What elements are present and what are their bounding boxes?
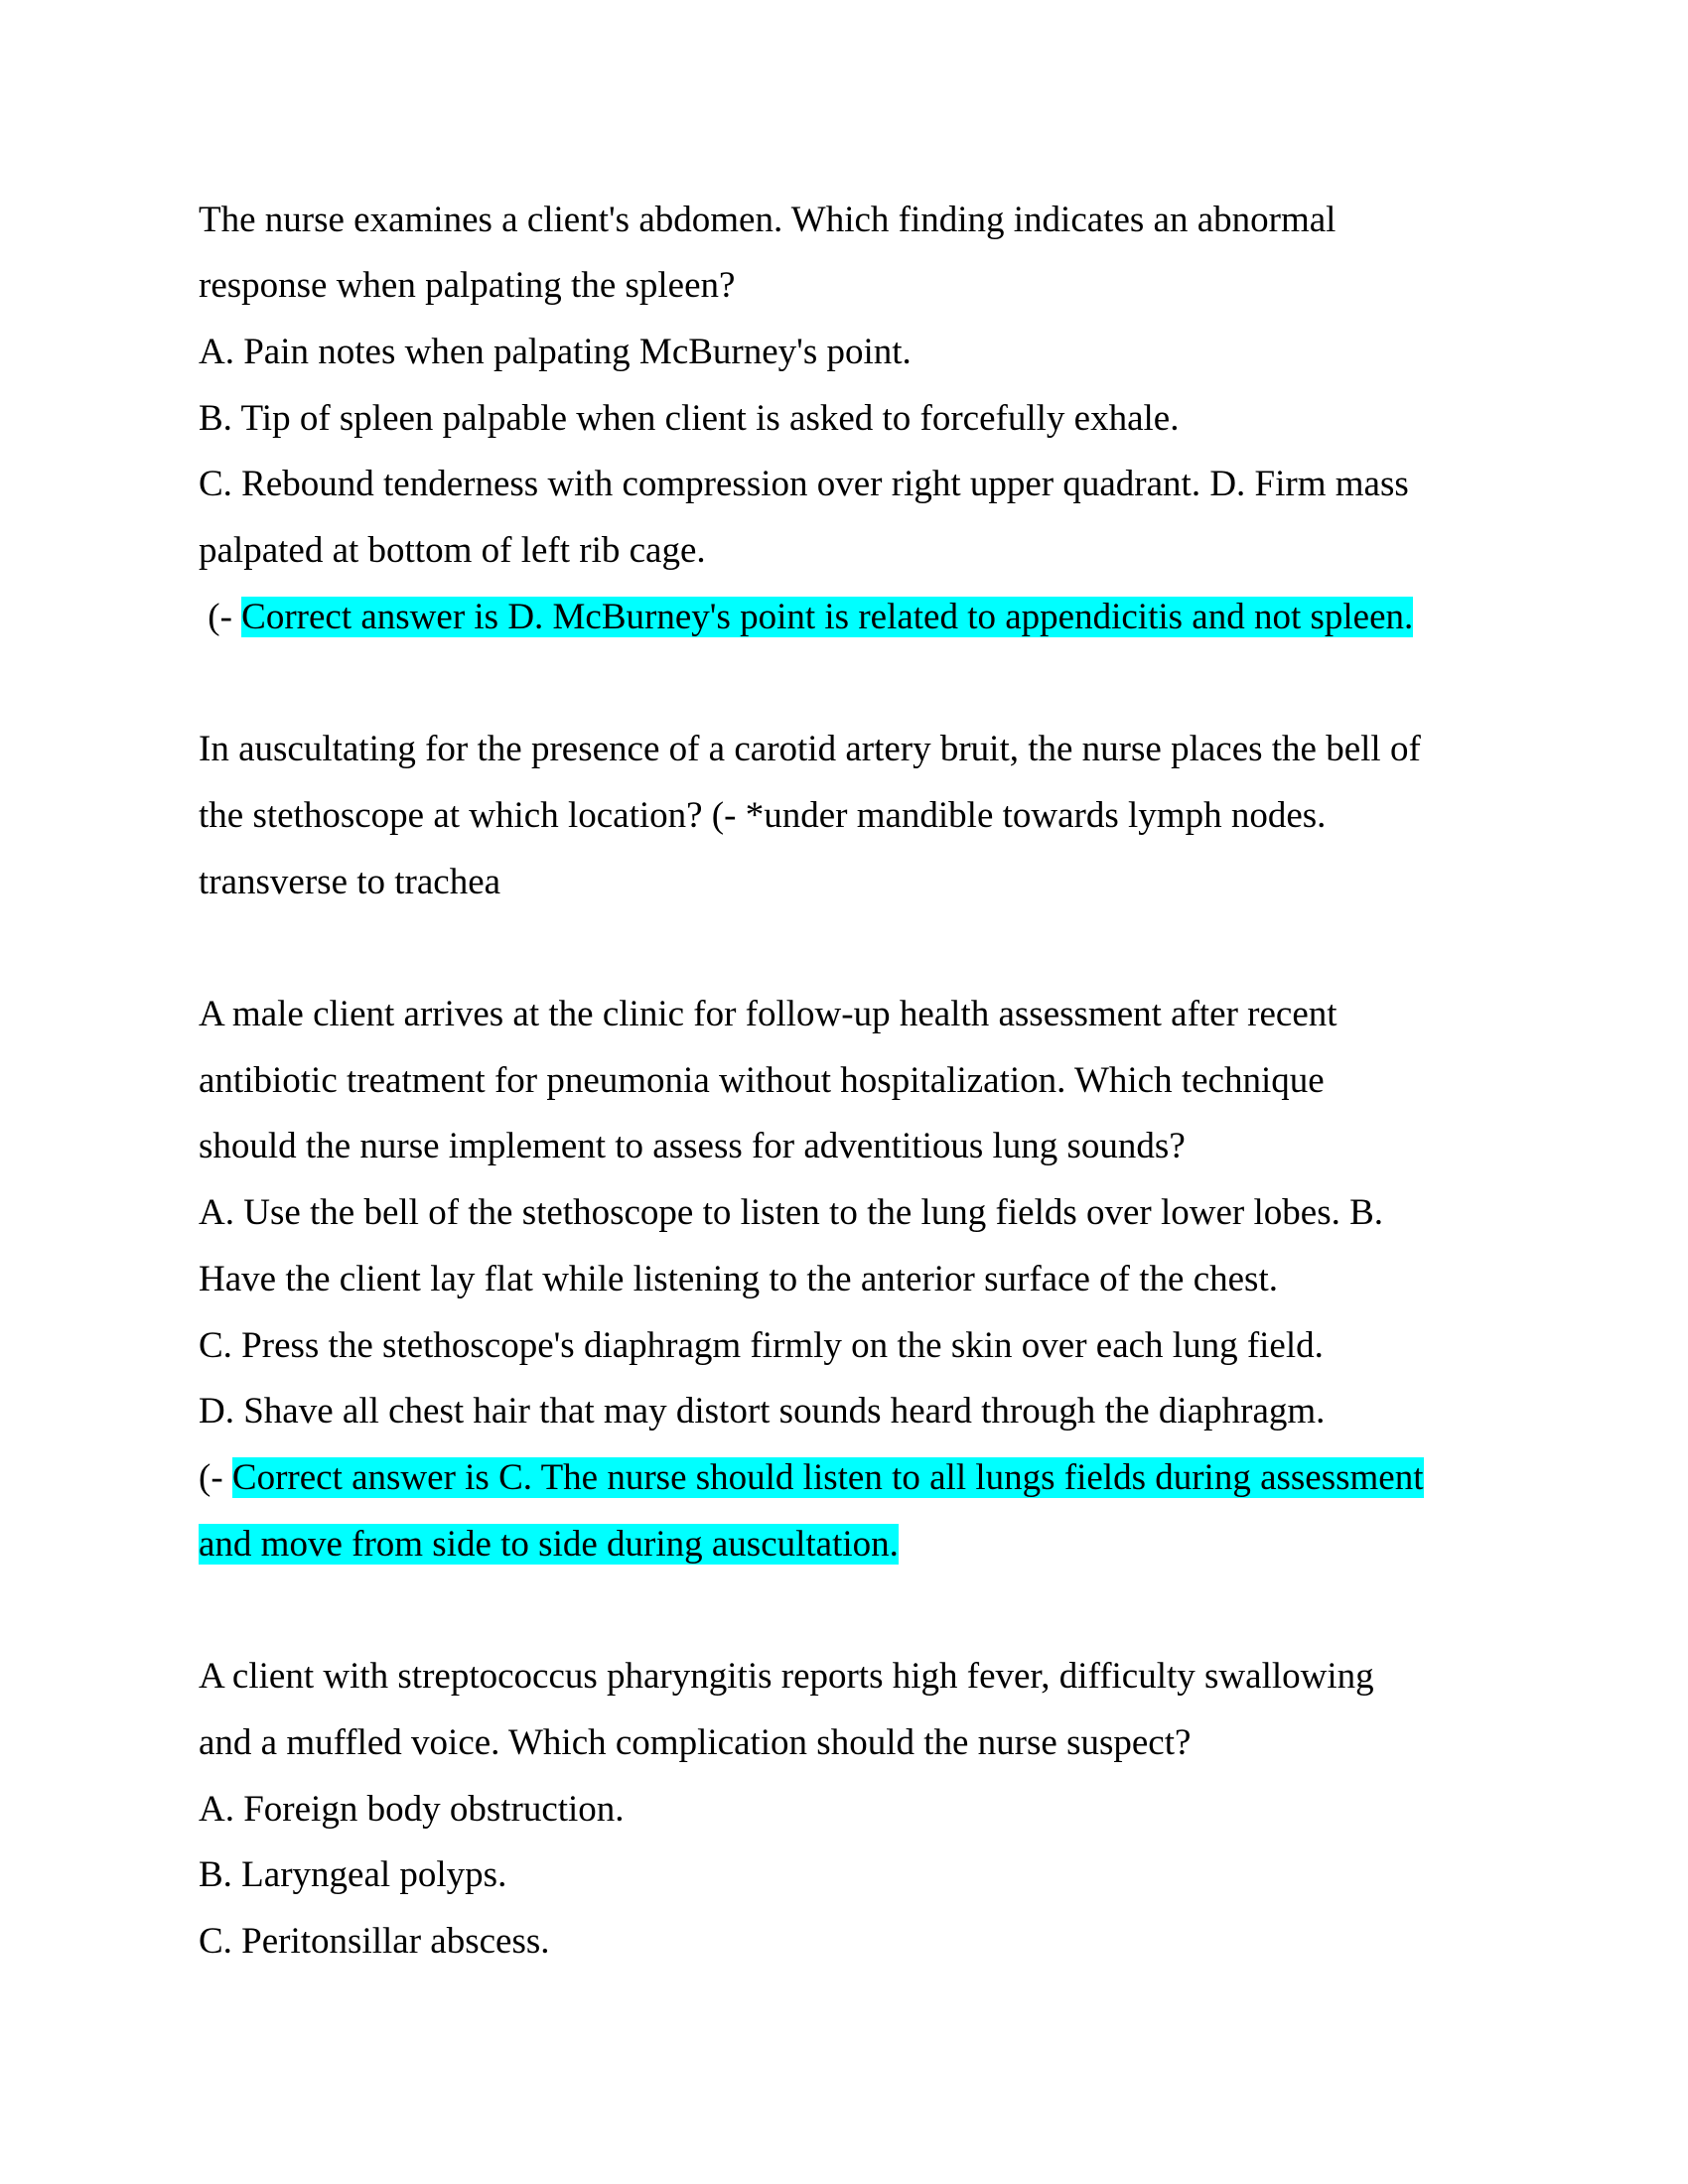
q3-option-a-b: A. Use the bell of the stethoscope to listen to the lung fields over lower lobes. B. bbox=[199, 1192, 1384, 1233]
q2-stem-line-2: the stethoscope at which location? (- *under mandible towards lymph nodes. bbox=[199, 795, 1327, 836]
q3-answer-line-2 bbox=[199, 1520, 899, 1570]
q3-answer-prefix: (- bbox=[199, 1457, 232, 1498]
q1-stem-line-2: response when palpating the spleen? bbox=[199, 265, 736, 306]
q3-stem-line-3: should the nurse implement to assess for adventitious lung sounds? bbox=[199, 1126, 1186, 1166]
q1-option-d-cont: palpated at bottom of left rib cage. bbox=[199, 530, 706, 571]
q3-stem-line-2: antibiotic treatment for pneumonia without hospitalization. Which technique bbox=[199, 1060, 1325, 1101]
q1-answer-line bbox=[199, 593, 1413, 642]
q3-option-d: D. Shave all chest hair that may distort sounds heard through the diaphragm. bbox=[199, 1391, 1326, 1432]
q4-stem-line-1: A client with streptococcus pharyngitis reports high fever, difficulty swallowing bbox=[199, 1656, 1374, 1697]
q1-option-a: A. Pain notes when palpating McBurney's point. bbox=[199, 332, 912, 372]
q4-stem-line-2: and a muffled voice. Which complication should the nurse suspect? bbox=[199, 1722, 1192, 1763]
q3-answer-highlight-1: Correct answer is C. The nurse should listen to all lungs fields during assessment bbox=[231, 1457, 1424, 1498]
q3-answer-highlight-2: and move from side to side during auscultation. bbox=[199, 1524, 899, 1565]
q1-option-c-d: C. Rebound tenderness with compression over right upper quadrant. D. Firm mass bbox=[199, 464, 1409, 504]
q2-stem-line-3: transverse to trachea bbox=[199, 862, 501, 902]
q1-option-b: B. Tip of spleen palpable when client is asked to forcefully exhale. bbox=[199, 398, 1180, 439]
q4-option-c: C. Peritonsillar abscess. bbox=[199, 1921, 550, 1962]
q1-stem-line-1: The nurse examines a client's abdomen. Which finding indicates an abnormal bbox=[199, 200, 1336, 240]
q1-answer-prefix: (- bbox=[199, 597, 242, 637]
q3-stem-line-1: A male client arrives at the clinic for follow-up health assessment after recent bbox=[199, 994, 1337, 1034]
q3-option-c: C. Press the stethoscope's diaphragm firmly on the skin over each lung field. bbox=[199, 1325, 1324, 1366]
q4-option-a: A. Foreign body obstruction. bbox=[199, 1789, 625, 1830]
q2-stem-line-1: In auscultating for the presence of a carotid artery bruit, the nurse places the bell of bbox=[199, 729, 1421, 769]
q1-answer-highlight: Correct answer is D. McBurney's point is related to appendicitis and not spleen. bbox=[241, 597, 1414, 637]
q4-option-b: B. Laryngeal polyps. bbox=[199, 1854, 507, 1895]
q3-answer-line-1 bbox=[199, 1453, 1424, 1503]
q3-option-b-cont: Have the client lay flat while listening to the anterior surface of the chest. bbox=[199, 1259, 1278, 1299]
